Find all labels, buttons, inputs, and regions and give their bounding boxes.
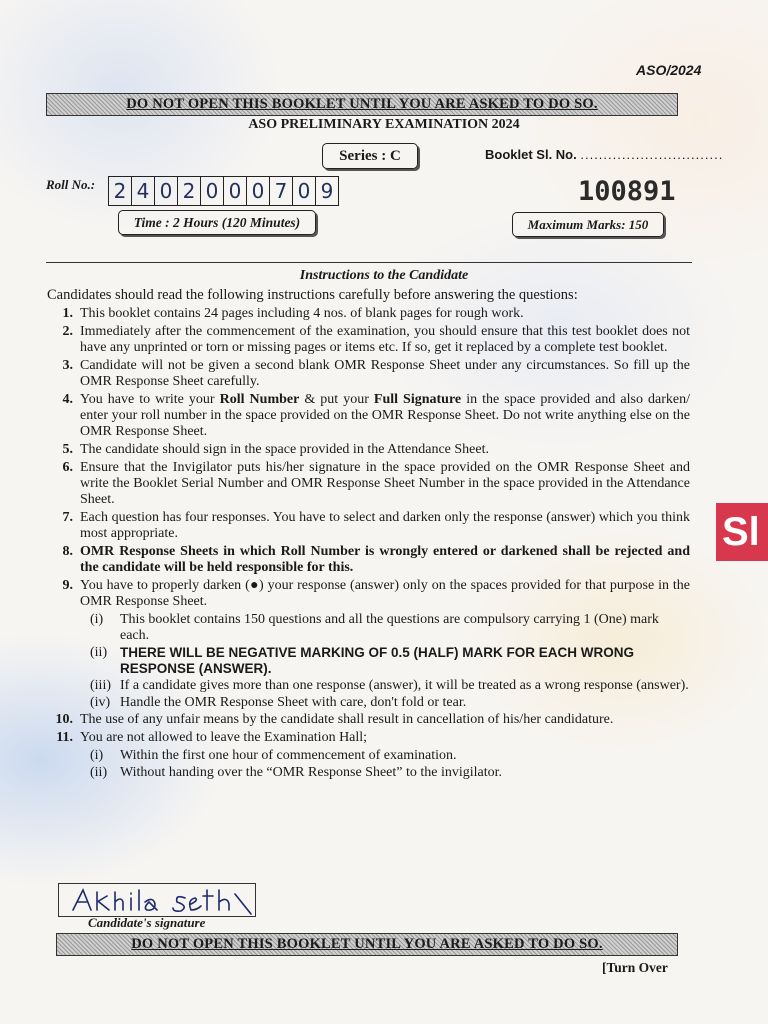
instruction-text: The use of any unfair means by the candidate shall result in cancellation of his/her candidature. [80, 712, 614, 727]
instruction-text-part: You have to write your [80, 392, 220, 407]
instruction-text: Candidate will not be given a second blank OMR Response Sheet under any circumstances. So fill up the OMR Response Sheet carefully. [80, 358, 690, 389]
handwritten-signature [59, 884, 255, 916]
sub-instruction-number: (ii) [90, 645, 108, 660]
roll-digit: 9 [320, 179, 334, 203]
instruction-number: 11. [56, 730, 73, 745]
instruction-text: You are not allowed to leave the Examination Hall; [80, 730, 368, 745]
instructions-list [50, 306, 690, 782]
instruction-text: OMR Response Sheets in which Roll Number is wrongly entered or darkened shall be rejected and the candidate will be held responsible for this. [80, 544, 690, 575]
instruction-item [50, 324, 690, 356]
instruction-number: 5. [62, 442, 73, 457]
instruction-item [50, 442, 690, 458]
sub-instruction-text: THERE WILL BE NEGATIVE MARKING OF 0.5 (HALF) MARK FOR EACH WRONG RESPONSE (ANSWER). [120, 645, 634, 676]
sub-instruction [90, 612, 690, 644]
instruction-text: Ensure that the Invigilator puts his/her signature in the space provided on the OMR Response Sheet and write the Booklet Serial Number and OMR Response Sheet Number in the space provided in the Attendance Sheet. [80, 460, 690, 507]
instruction-number: 3. [62, 358, 73, 373]
roll-digit: 0 [155, 177, 178, 205]
instruction-item [50, 578, 690, 610]
roll-digit: 0 [224, 177, 247, 205]
instruction-number: 6. [62, 460, 73, 475]
instruction-text: Each question has four responses. You have to select and darken only the response (answer) which you think most appropriate. [80, 510, 690, 541]
sub-instruction-number: (i) [90, 748, 104, 763]
instruction-item [50, 392, 690, 440]
candidate-signature-label: Candidate's signature [88, 915, 206, 930]
bottom-warning-text: DO NOT OPEN THIS BOOKLET UNTIL YOU ARE ASKED TO DO SO. [131, 936, 603, 952]
instruction-item [50, 358, 690, 390]
instruction-text: The candidate should sign in the space provided in the Attendance Sheet. [80, 442, 489, 457]
roll-digit: 0 [293, 177, 316, 205]
booklet-serial-dots: ............................... [580, 147, 724, 162]
instruction-text-part: & put your [299, 392, 374, 407]
sub-instruction-text: If a candidate gives more than one response (answer), it will be treated as a wrong response (answer). [120, 678, 689, 693]
roll-digit: 2 [109, 177, 132, 205]
sub-instruction-text: Without handing over the “OMR Response Sheet” to the invigilator. [120, 765, 503, 780]
roll-digit: 0 [247, 177, 270, 205]
top-warning-banner [46, 93, 678, 116]
sub-instruction [90, 695, 690, 711]
divider-line [46, 262, 692, 263]
roll-number-label: Roll No.: [46, 177, 96, 192]
instruction-text: Immediately after the commencement of the examination, you should ensure that this test booklet does not have any unprinted or torn or missing pages or items etc. If so, get it replaced by a complete test booklet. [80, 324, 690, 355]
instruction-number: 7. [62, 510, 73, 525]
instruction-text [80, 392, 690, 440]
sub-instruction-text: Within the first one hour of commencement of examination. [120, 748, 457, 763]
instruction-text: You have to properly darken (●) your response (answer) only on the spaces provided for that purpose in the OMR Response Sheet. [80, 578, 690, 609]
instruction-text: This booklet contains 24 pages including 4 nos. of blank pages for rough work. [80, 306, 524, 321]
instruction-text-part: in the space provided and also darken/ enter your roll number in the space provided on the OMR Response Sheet. Do not write anything else on the OMR Response Sheet. [80, 392, 690, 439]
candidate-signature-box [58, 883, 256, 917]
bottom-warning-banner [56, 933, 678, 956]
roll-digit: 2 [178, 177, 201, 205]
instruction-item [50, 730, 690, 746]
sub-instruction-number: (i) [90, 612, 104, 627]
sub-instruction [90, 645, 690, 677]
sub-instruction-text: This booklet contains 150 questions and all the questions are compulsory carrying 1 (One) mark each. [120, 612, 659, 643]
instructions-intro: Candidates should read the following instructions carefully before answering the questions: [47, 287, 578, 303]
instruction-number: 2. [62, 324, 73, 339]
roll-digit: 4 [132, 177, 155, 205]
roll-number-boxes [108, 176, 339, 206]
booklet-code: ASO/2024 [636, 62, 702, 78]
instruction-number: 4. [62, 392, 73, 407]
side-sticker: Sl [716, 503, 768, 561]
sub-instruction [90, 765, 690, 781]
series-label: Series : C [339, 147, 401, 164]
series-box [322, 143, 418, 169]
instruction-item [50, 712, 690, 728]
instruction-item [50, 460, 690, 508]
sub-instruction-number: (iv) [90, 695, 111, 710]
turn-over-note: [Turn Over [602, 960, 668, 975]
booklet-serial [485, 147, 723, 162]
exam-title: ASO PRELIMINARY EXAMINATION 2024 [248, 117, 520, 132]
sub-instruction-text: Handle the OMR Response Sheet with care, don't fold or tear. [120, 695, 467, 710]
booklet-serial-number: 100891 [578, 176, 676, 207]
max-marks-label: Maximum Marks: 150 [527, 216, 649, 232]
sub-instruction-number: (ii) [90, 765, 108, 780]
roll-digit: 7 [270, 177, 293, 205]
top-warning-text: DO NOT OPEN THIS BOOKLET UNTIL YOU ARE ASKED TO DO SO. [126, 96, 598, 112]
instruction-bold-full-signature: Full Signature [373, 392, 462, 407]
instruction-bold-roll-number: Roll Number [219, 392, 300, 407]
instruction-number: 10. [55, 712, 73, 727]
instructions-heading: Instructions to the Candidate [299, 268, 469, 283]
time-box [118, 210, 316, 235]
booklet-serial-label: Booklet Sl. No. [485, 147, 577, 162]
instruction-number: 1. [62, 306, 73, 321]
sub-instruction-number: (iii) [90, 678, 111, 693]
instruction-number: 9. [62, 578, 73, 593]
roll-digit: 0 [201, 177, 224, 205]
instruction-number: 8. [62, 544, 73, 559]
instruction-item [50, 306, 690, 322]
sub-instruction [90, 678, 690, 694]
instruction-item [50, 544, 690, 576]
sub-instruction [90, 748, 690, 764]
instruction-item [50, 510, 690, 542]
max-marks-box [512, 212, 664, 237]
time-label: Time : 2 Hours (120 Minutes) [133, 214, 301, 230]
